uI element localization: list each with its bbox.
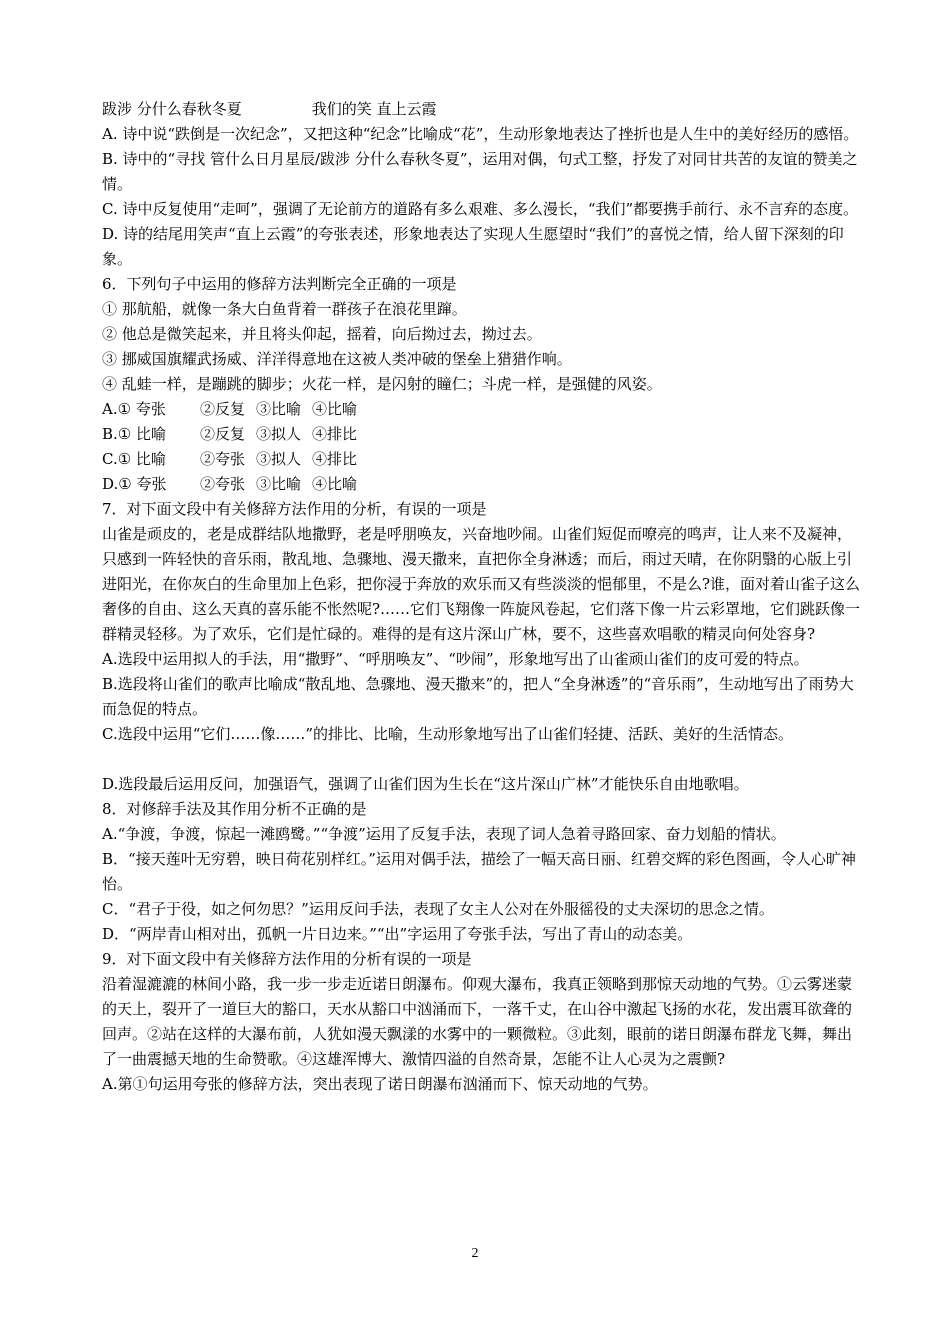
q9-passage: 沿着湿漉漉的林间小路，我一步一步走近诺日朗瀑布。仰观大瀑布，我真正领略到那惊天动地的气势。①云雾迷蒙的天上，裂开了一道巨大的豁口，天水从豁口中汹涌而下，一落千丈，在山谷中激起飞扬的水花，发出震耳欲聋的回声。②站在这样的大瀑布前，人犹如漫天飘漾的水雾中的一颗微粒。③此刻，眼前的诺日朗瀑布群龙飞舞，舞出了一曲震撼天地的生命赞歌。④这雄浑博大、激情四溢的自然奇景，怎能不让人心灵为之震颤? — [102, 975, 853, 1068]
q7-option-a: A.选段中运用拟人的手法，用“撒野”、“呼朋唤友”、“吵闹”，形象地写出了山雀顽山雀们的皮可爱的特点。 — [102, 650, 809, 668]
poem-tail-right: 我们的笑 直上云霞 — [311, 100, 437, 118]
page-number: 2 — [471, 1246, 479, 1261]
page-content — [102, 97, 862, 1097]
q6-option-c: C.① 比喻 ②夸张 ③拟人 ④排比 — [102, 450, 358, 468]
q7-option-d: D.选段最后运用反问，加强语气，强调了山雀们因为生长在“这片深山广林”才能快乐自由地歌唱。 — [102, 775, 749, 793]
q8-stem: 8．对修辞手法及其作用分析不正确的是 — [102, 800, 367, 818]
q8-option-d: D．“两岸青山相对出，孤帆一片日边来。”“出”字运用了夸张手法，写出了青山的动态美。 — [102, 925, 693, 943]
q9-option-a: A.第①句运用夸张的修辞方法，突出表现了诺日朗瀑布汹涌而下、惊天动地的气势。 — [102, 1075, 658, 1093]
q7-stem: 7．对下面文段中有关修辞方法作用的分析，有误的一项是 — [102, 500, 487, 518]
q7-option-c: C.选段中运用“它们……像……”的排比、比喻，生动形象地写出了山雀们轻捷、活跃、美好的生活情态。 — [102, 725, 794, 743]
q6-sentence-3: ③ 挪威国旗耀武扬威、洋洋得意地在这被人类冲破的堡垒上猎猎作响。 — [102, 350, 572, 368]
q6-option-b: B.① 比喻 ②反复 ③拟人 ④排比 — [102, 425, 358, 443]
q5-option-a: A. 诗中说“跌倒是一次纪念”，又把这种“纪念”比喻成“花”，生动形象地表达了挫折也是人生中的美好经历的感悟。 — [102, 125, 859, 143]
q6-option-d: D.① 夸张 ②夸张 ③比喻 ④比喻 — [102, 475, 358, 493]
q7-option-b: B.选段将山雀们的歌声比喻成“散乱地、急骤地、漫天撒来”的，把人“全身淋透”的“音乐雨”，生动地写出了雨势大而急促的特点。 — [102, 675, 854, 718]
blank-line — [102, 747, 862, 772]
q8-option-a: A.“争渡，争渡，惊起一滩鸥鹭。”“争渡”运用了反复手法，表现了词人急着寻路回家、奋力划船的情状。 — [102, 825, 786, 843]
q6-option-a: A.① 夸张 ②反复 ③比喻 ④比喻 — [102, 400, 358, 418]
q6-sentence-1: ① 那航船，就像一条大白鱼背着一群孩子在浪花里蹿。 — [102, 300, 467, 318]
q6-sentence-2: ② 他总是微笑起来，并且将头仰起，摇着，向后拗过去，拗过去。 — [102, 325, 542, 343]
q9-stem: 9．对下面文段中有关修辞方法作用的分析有误的一项是 — [102, 950, 472, 968]
q5-option-d: D. 诗的结尾用笑声“直上云霞”的夸张表述，形象地表达了实现人生愿望时“我们”的喜悦之情，给人留下深刻的印象。 — [102, 225, 844, 268]
q6-sentence-4: ④ 乱蛙一样，是蹦跳的脚步；火花一样，是闪射的瞳仁；斗虎一样，是强健的风姿。 — [102, 375, 662, 393]
poem-tail-left: 跋涉 分什么春秋冬夏 — [102, 100, 242, 118]
q8-option-c: C．“君子于役，如之何勿思？”运用反问手法，表现了女主人公对在外服徭役的丈夫深切的思念之情。 — [102, 900, 774, 918]
q6-stem: 6．下列句子中运用的修辞方法判断完全正确的一项是 — [102, 275, 457, 293]
q5-option-b: B. 诗中的“寻找 管什么日月星辰/跋涉 分什么春秋冬夏”，运用对偶，句式工整，抒发了对同甘共苦的友谊的赞美之情。 — [102, 150, 858, 193]
q8-option-b: B．“接天莲叶无穷碧，映日荷花别样红。”运用对偶手法，描绘了一幅天高日丽、红碧交辉的彩色图画，令人心旷神怡。 — [102, 850, 856, 893]
q7-passage: 山雀是顽皮的，老是成群结队地撒野，老是呼朋唤友，兴奋地吵闹。山雀们短促而嘹亮的鸣声，让人来不及凝神，只感到一阵轻快的音乐雨，散乱地、急骤地、漫天撒来，直把你全身淋透；而后，雨过天晴，在你阴翳的心版上引进阳光，在你灰白的生命里加上色彩，把你浸于奔放的欢乐而又有些淡淡的悒郁里，不是么?谁，面对着山雀子这么奢侈的自由、这么天真的喜乐能不怅然呢?……它们飞翔像一阵旋风卷起，它们落下像一片云彩罩地，它们跳跃像一群精灵轻移。为了欢乐，它们是忙碌的。难得的是有这片深山广林，要不，这些喜欢唱歌的精灵向何处容身? — [102, 525, 861, 643]
poem-tail-line — [102, 97, 862, 122]
q5-option-c: C. 诗中反复使用“走呵”，强调了无论前方的道路有多么艰难、多么漫长，“我们”都要携手前行、永不言弃的态度。 — [102, 200, 859, 218]
